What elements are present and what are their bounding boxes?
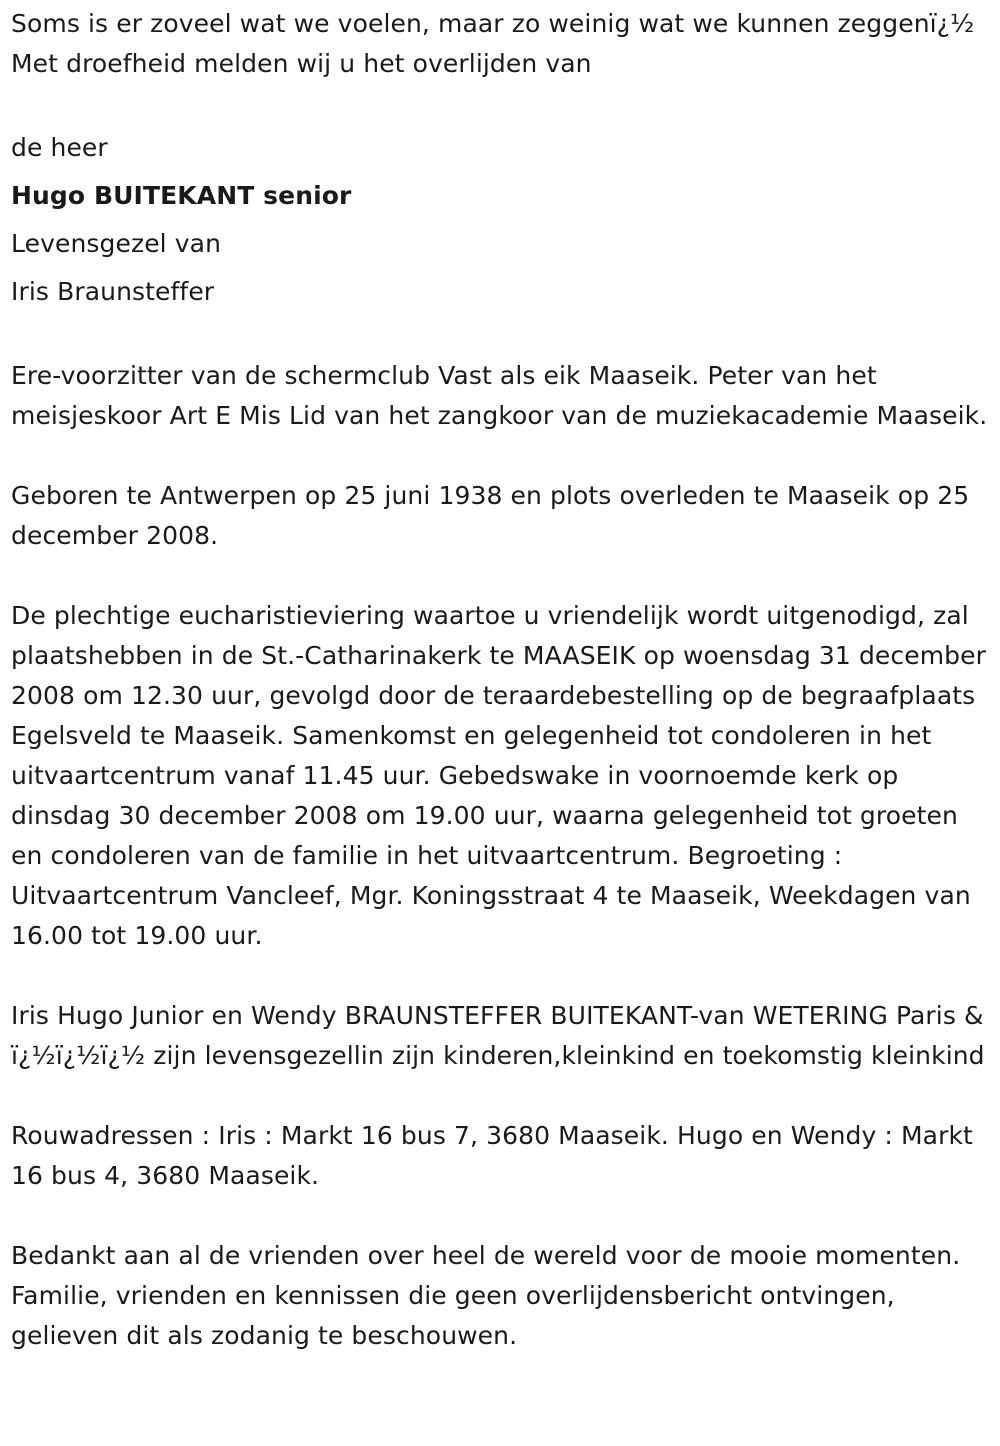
addresses-text: Rouwadressen : Iris : Markt 16 bus 7, 3680 Maaseik. Hugo en Wendy : Markt 16 bus 4, 3680 Maaseik. — [11, 1121, 973, 1190]
partner-name: Iris Braunsteffer — [11, 277, 215, 306]
spacer — [11, 1076, 989, 1116]
partner-label: Levensgezel van — [11, 229, 222, 258]
spacer — [11, 316, 989, 356]
title-prefix: de heer — [11, 133, 108, 162]
roles-text: Ere-voorzitter van de schermclub Vast als eik Maaseik. Peter van het meisjeskoor Art E Mis Lid van het zangkoor van de muziekacademie Maaseik. — [11, 361, 988, 430]
ceremony-text: De plechtige eucharistieviering waartoe u vriendelijk wordt uitgenodigd, zal plaatshebben in de St.-Catharinakerk te MAASEIK op woensdag 31 december 2008 om 12.30 uur, gevolgd door de teraardebestelling op de begraafplaats Egelsveld te Maaseik. Samenkomst en gelegenheid tot condoleren in het uitvaartcentrum vanaf 11.45 uur. Gebedswake in voornoemde kerk op dinsdag 30 december 2008 om 19.00 uur, waarna gelegenheid tot groeten en condoleren van de familie in het uitvaartcentrum. Begroeting : Uitvaartcentrum Vancleef, Mgr. Koningsstraat 4 te Maaseik, Weekdagen van 16.00 tot 19.00 uur. — [11, 601, 986, 950]
intro-text: Soms is er zoveel wat we voelen, maar zo weinig wat we kunnen zeggenï¿½ Met droefheid melden wij u het overlijden van — [11, 9, 975, 78]
deceased-name: Hugo BUITEKANT senior — [11, 181, 352, 210]
birth-death-text: Geboren te Antwerpen op 25 juni 1938 en plots overleden te Maaseik op 25 december 2008. — [11, 481, 970, 550]
family-text: Iris Hugo Junior en Wendy BRAUNSTEFFER BUITEKANT-van WETERING Paris & ï¿½ï¿½ï¿½ zijn levensgezellin zijn kinderen,kleinkind en toekomstig kleinkind — [11, 1001, 985, 1070]
spacer — [11, 1196, 989, 1236]
thanks-text: Bedankt aan al de vrienden over heel de wereld voor de mooie momenten. Familie, vrienden en kennissen die geen overlijdensbericht ontvingen, gelieven dit als zodanig te beschouwen. — [11, 1241, 961, 1350]
spacer — [11, 84, 989, 124]
spacer — [11, 556, 989, 596]
spacer — [11, 436, 989, 476]
spacer — [11, 956, 989, 996]
